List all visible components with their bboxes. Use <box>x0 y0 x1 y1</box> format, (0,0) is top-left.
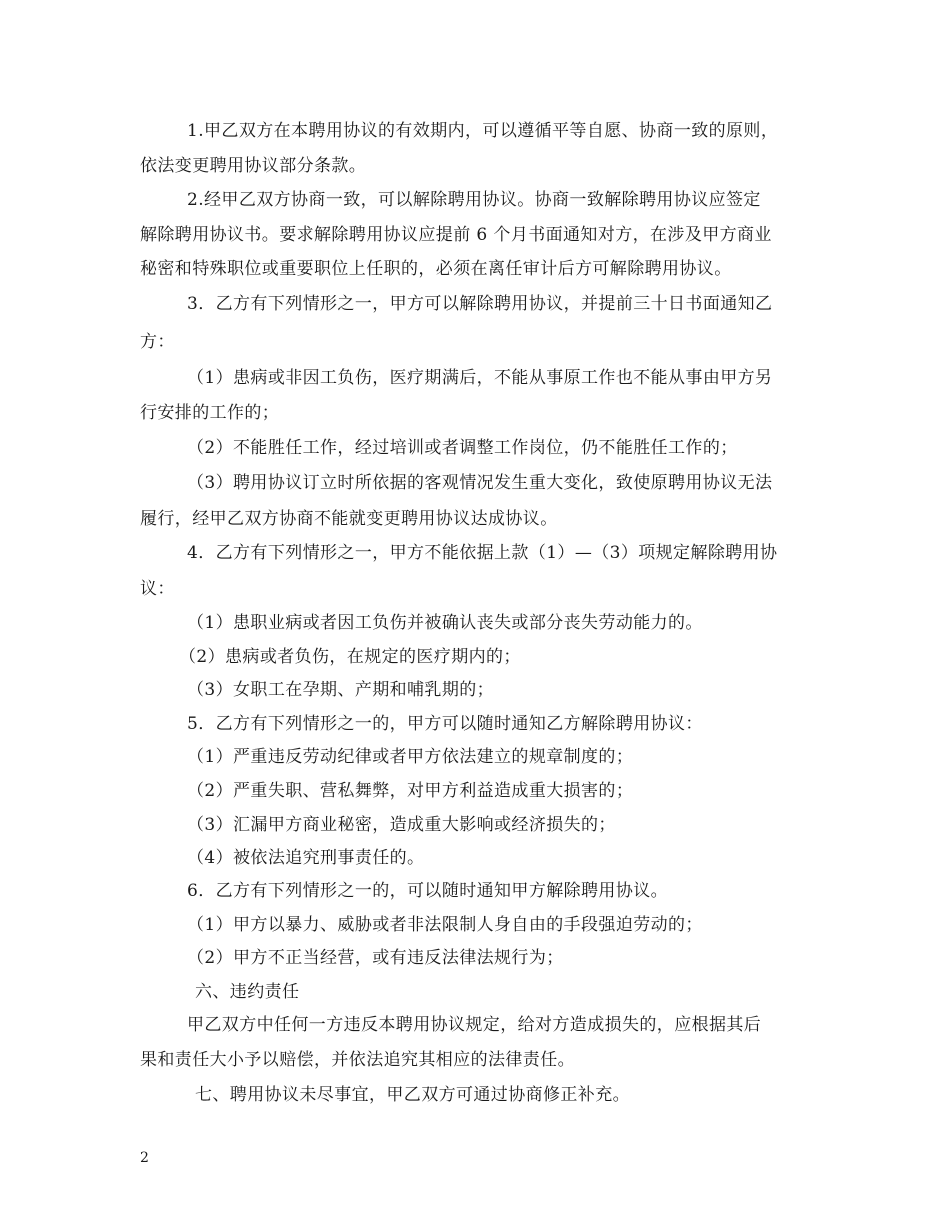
paragraph-line: 6．乙方有下列情形之一的，可以随时通知甲方解除聘用协议。 <box>187 881 669 901</box>
paragraph-line: （2）患病或者负伤，在规定的医疗期内的； <box>179 647 521 667</box>
paragraph-line: 行安排的工作的； <box>140 403 280 423</box>
paragraph-line: 履行，经甲乙双方协商不能就变更聘用协议达成协议。 <box>140 509 558 529</box>
paragraph-line: （1）甲方以暴力、威胁或者非法限制人身自由的手段强迫劳动的； <box>187 915 703 935</box>
paragraph-line: 依法变更聘用协议部分条款。 <box>140 156 367 176</box>
paragraph-line: （1）患病或非因工负伤，医疗期满后，不能从事原工作也不能从事由甲方另 <box>187 368 773 388</box>
paragraph-line: 解除聘用协议书。要求解除聘用协议应提前 6 个月书面通知对方，在涉及甲方商业 <box>140 225 772 245</box>
paragraph-line: （1）严重违反劳动纪律或者甲方依法建立的规章制度的； <box>187 747 634 767</box>
section-heading: 七、聘用协议未尽事宜，甲乙双方可通过协商修正补充。 <box>195 1085 630 1105</box>
paragraph-line: （2）不能胜任工作，经过培训或者调整工作岗位，仍不能胜任工作的； <box>187 438 738 458</box>
paragraph-line: （2）甲方不正当经营，或有违反法律法规行为； <box>187 948 564 968</box>
section-heading: 六、违约责任 <box>195 982 300 1002</box>
paragraph-line: 1.甲乙双方在本聘用协议的有效期内，可以遵循平等自愿、协商一致的原则， <box>187 121 779 141</box>
paragraph-line: 5．乙方有下列情形之一的，甲方可以随时通知乙方解除聘用协议： <box>187 714 703 734</box>
paragraph-line: （2）严重失职、营私舞弊，对甲方利益造成重大损害的； <box>187 781 634 801</box>
paragraph-line: 甲乙双方中任何一方违反本聘用协议规定，给对方造成损失的，应根据其后 <box>187 1015 762 1035</box>
page-number: 2 <box>140 1150 149 1166</box>
paragraph-line: 果和责任大小予以赔偿，并依法追究其相应的法律责任。 <box>140 1050 575 1070</box>
paragraph-line: （3）汇漏甲方商业秘密，造成重大影响或经济损失的； <box>187 815 616 835</box>
paragraph-line: 3．乙方有下列情形之一，甲方可以解除聘用协议，并提前三十日书面通知乙 <box>187 294 773 314</box>
paragraph-line: （1）患职业病或者因工负伤并被确认丧失或部分丧失劳动能力的。 <box>187 613 703 633</box>
paragraph-line: （4）被依法追究刑事责任的。 <box>187 848 425 868</box>
paragraph-line: 方： <box>140 332 175 352</box>
paragraph-line: 4．乙方有下列情形之一，甲方不能依据上款（1）—（3）项规定解除聘用协 <box>187 543 778 563</box>
paragraph-line: 秘密和特殊职位或重要职位上任职的，必须在离任审计后方可解除聘用协议。 <box>140 259 732 279</box>
paragraph-line: （3）聘用协议订立时所依据的客观情况发生重大变化，致使原聘用协议无法 <box>187 473 773 493</box>
paragraph-line: 2.经甲乙双方协商一致，可以解除聘用协议。协商一致解除聘用协议应签定 <box>187 190 761 210</box>
paragraph-line: （3）女职工在孕期、产期和哺乳期的； <box>187 680 495 700</box>
paragraph-line: 议： <box>140 579 175 599</box>
